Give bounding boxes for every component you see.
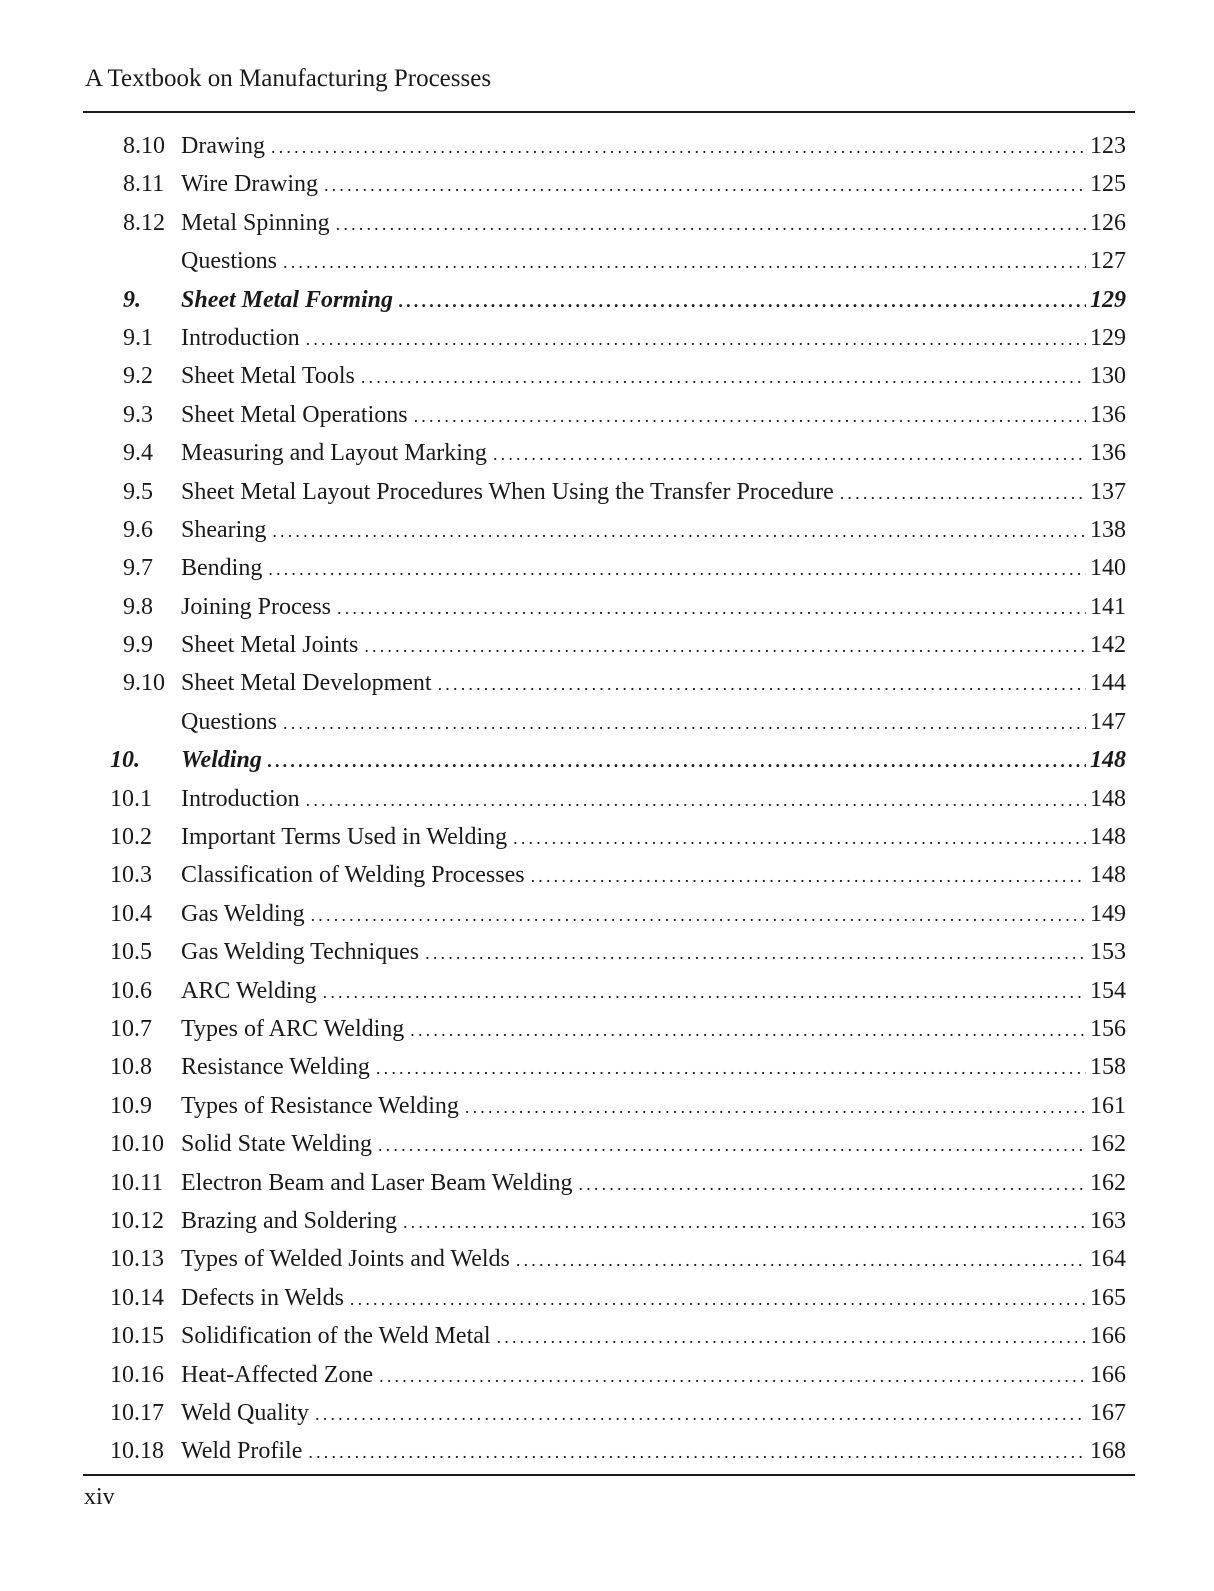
dot-leader xyxy=(268,742,1086,780)
toc-entry-line xyxy=(181,1087,1126,1126)
toc-entry-title: Solidification of the Weld Metal xyxy=(181,1323,491,1350)
toc-entry-page: 149 xyxy=(1090,900,1126,927)
toc-entry-line xyxy=(181,1202,1126,1241)
toc-entry-page: 166 xyxy=(1090,1323,1126,1350)
toc-entry-page: 129 xyxy=(1090,324,1126,351)
header-rule xyxy=(83,111,1135,113)
toc-entry-title: Sheet Metal Joints xyxy=(181,632,359,659)
toc-entry-line xyxy=(181,319,1126,358)
dot-leader xyxy=(379,1357,1086,1395)
toc-entry-title: Introduction xyxy=(181,785,300,812)
toc-entry-page: 165 xyxy=(1090,1284,1126,1311)
toc-entry-page: 148 xyxy=(1090,862,1126,889)
toc-entry-page: 167 xyxy=(1090,1399,1126,1426)
toc-entry-page: 147 xyxy=(1090,708,1126,735)
dot-leader xyxy=(493,435,1086,473)
toc-entry-title: Bending xyxy=(181,555,263,582)
toc-section-entry xyxy=(0,588,1214,626)
toc-entry-line xyxy=(181,1432,1126,1471)
toc-section-entry xyxy=(0,703,1214,741)
toc-entry-title: Heat-Affected Zone xyxy=(181,1361,374,1388)
toc-entry-number: 8.11 xyxy=(123,171,165,198)
dot-leader xyxy=(414,397,1086,435)
toc-entry-number: 9.4 xyxy=(123,440,153,467)
toc-entry-title: Questions xyxy=(181,248,277,275)
toc-entry-title: Welding xyxy=(181,747,262,774)
toc-entry-title: Weld Profile xyxy=(181,1438,303,1465)
toc-entry-page: 136 xyxy=(1090,440,1126,467)
toc-entry-number: 10.13 xyxy=(110,1246,164,1273)
toc-entry-number: 10.8 xyxy=(110,1054,152,1081)
dot-leader xyxy=(497,1318,1086,1356)
toc-entry-page: 137 xyxy=(1090,478,1126,505)
toc-entry-title: Resistance Welding xyxy=(181,1054,370,1081)
toc-entry-line xyxy=(181,434,1126,473)
toc-entry-title: Types of Resistance Welding xyxy=(181,1092,459,1119)
toc-entry-page: 129 xyxy=(1090,286,1126,313)
dot-leader xyxy=(516,1241,1086,1279)
toc-entry-page: 144 xyxy=(1090,670,1126,697)
running-header-title: A Textbook on Manufacturing Processes xyxy=(85,65,492,92)
toc-entry-page: 125 xyxy=(1090,171,1126,198)
toc-entry-number: 10.6 xyxy=(110,977,152,1004)
dot-leader xyxy=(324,166,1086,204)
toc-entry-line xyxy=(181,242,1126,281)
toc-entry-line xyxy=(181,1125,1126,1164)
toc-section-entry xyxy=(0,1048,1214,1086)
toc-entry-number: 9.10 xyxy=(123,670,165,697)
toc-entry-title: Types of Welded Joints and Welds xyxy=(181,1246,510,1273)
toc-entry-number: 9.7 xyxy=(123,555,153,582)
toc-section-entry xyxy=(0,319,1214,357)
toc-entry-line xyxy=(181,127,1126,166)
toc-entry-title: Electron Beam and Laser Beam Welding xyxy=(181,1169,573,1196)
toc-entry-line xyxy=(181,165,1126,204)
toc-entry-title: Joining Process xyxy=(181,593,331,620)
toc-section-entry xyxy=(0,1356,1214,1394)
toc-entry-title: Defects in Welds xyxy=(181,1284,344,1311)
dot-leader xyxy=(311,896,1086,934)
toc-entry-line xyxy=(181,1394,1126,1433)
toc-entry-line xyxy=(181,626,1126,665)
toc-entry-title: ARC Welding xyxy=(181,977,317,1004)
toc-section-entry xyxy=(0,473,1214,511)
dot-leader xyxy=(531,857,1086,895)
toc-entry-title: Wire Drawing xyxy=(181,171,318,198)
toc-entry-title: Weld Quality xyxy=(181,1399,310,1426)
toc-entry-page: 130 xyxy=(1090,363,1126,390)
toc-section-entry xyxy=(0,357,1214,395)
dot-leader xyxy=(315,1395,1086,1433)
toc-entry-page: 136 xyxy=(1090,401,1126,428)
toc-chapter-entry xyxy=(0,741,1214,779)
toc-entry-page: 123 xyxy=(1090,133,1126,159)
toc-entry-page: 138 xyxy=(1090,516,1126,543)
toc-entry-title: Measuring and Layout Marking xyxy=(181,440,487,467)
toc-entry-number: 10. xyxy=(110,747,140,774)
toc-entry-page: 148 xyxy=(1090,785,1126,812)
toc-entry-title: Questions xyxy=(181,708,277,735)
toc-entry-page: 156 xyxy=(1090,1015,1126,1042)
toc-section-entry xyxy=(0,626,1214,664)
dot-leader xyxy=(399,282,1086,320)
toc-entry-number: 9.5 xyxy=(123,478,153,505)
toc-entry-line xyxy=(181,396,1126,435)
toc-entry-line xyxy=(181,1164,1126,1203)
toc-section-entry xyxy=(0,1240,1214,1278)
toc-entry-line xyxy=(181,972,1126,1011)
toc-entry-page: 161 xyxy=(1090,1092,1126,1119)
toc-section-entry xyxy=(0,895,1214,933)
dot-leader xyxy=(323,973,1086,1011)
toc-section-entry xyxy=(0,933,1214,971)
toc-section-entry xyxy=(0,1394,1214,1432)
toc-section-entry xyxy=(0,972,1214,1010)
toc-entry-number: 9.3 xyxy=(123,401,153,428)
toc-entry-line xyxy=(181,780,1126,819)
toc-entry-title: Sheet Metal Operations xyxy=(181,401,408,428)
toc-entry-title: Sheet Metal Forming xyxy=(181,286,394,313)
toc-entry-title: Classification of Welding Processes xyxy=(181,862,525,889)
toc-entry-page: 168 xyxy=(1090,1438,1126,1465)
footer-rule xyxy=(83,1474,1135,1476)
page-number: xiv xyxy=(84,1484,115,1510)
toc-entry-title: Gas Welding Techniques xyxy=(181,939,420,966)
toc-entry-line xyxy=(181,664,1126,703)
dot-leader xyxy=(465,1088,1086,1126)
toc-entry-page: 162 xyxy=(1090,1131,1126,1158)
dot-leader xyxy=(438,665,1086,703)
dot-leader xyxy=(283,243,1086,281)
toc-entry-page: 154 xyxy=(1090,977,1126,1004)
toc-entry-number: 10.11 xyxy=(110,1169,164,1196)
toc-entry-number: 10.3 xyxy=(110,862,152,889)
toc-section-entry xyxy=(0,664,1214,702)
toc-entry-number: 10.4 xyxy=(110,900,152,927)
dot-leader xyxy=(308,1433,1086,1471)
toc-entry-title: Drawing xyxy=(181,133,265,159)
toc-section-entry xyxy=(0,204,1214,242)
toc-entry-number: 10.14 xyxy=(110,1284,164,1311)
dot-leader xyxy=(840,474,1086,512)
toc-section-entry xyxy=(0,1087,1214,1125)
toc-entry-number: 8.12 xyxy=(123,209,165,236)
toc-entry-title: Gas Welding xyxy=(181,900,305,927)
toc-entry-line xyxy=(181,1048,1126,1087)
toc-entry-number: 10.5 xyxy=(110,939,152,966)
dot-leader xyxy=(376,1049,1086,1087)
toc-entry-page: 140 xyxy=(1090,555,1126,582)
toc-entry-line xyxy=(181,895,1126,934)
toc-entry-number: 10.15 xyxy=(110,1323,164,1350)
dot-leader xyxy=(410,1011,1086,1049)
toc-entry-line xyxy=(181,473,1126,512)
toc-entry-line xyxy=(181,818,1126,857)
dot-leader xyxy=(306,781,1086,819)
toc-section-entry xyxy=(0,1279,1214,1317)
toc-entry-title: Solid State Welding xyxy=(181,1131,372,1158)
toc-section-entry xyxy=(0,434,1214,472)
toc-section-entry xyxy=(0,511,1214,549)
toc-entry-title: Sheet Metal Tools xyxy=(181,363,355,390)
toc-entry-number: 9.2 xyxy=(123,363,153,390)
toc-entry-number: 10.10 xyxy=(110,1131,164,1158)
dot-leader xyxy=(271,128,1086,166)
toc-section-entry xyxy=(0,856,1214,894)
toc-entry-line xyxy=(181,1279,1126,1318)
toc-entry-line xyxy=(181,357,1126,396)
toc-section-entry xyxy=(0,1317,1214,1355)
toc-entry-line xyxy=(181,511,1126,550)
toc-entry-line xyxy=(181,933,1126,972)
toc-entry-number: 10.18 xyxy=(110,1438,164,1465)
toc-entry-title: Introduction xyxy=(181,324,300,351)
toc-entry-number: 10.1 xyxy=(110,785,152,812)
toc-section-entry xyxy=(0,242,1214,280)
toc-entry-title: Shearing xyxy=(181,516,267,543)
toc-entry-page: 141 xyxy=(1090,593,1126,620)
toc-entry-line xyxy=(181,741,1126,780)
toc-entry-number: 10.16 xyxy=(110,1361,164,1388)
toc-entry-number: 9.1 xyxy=(123,324,153,351)
toc-entry-number: 10.2 xyxy=(110,824,152,851)
toc-section-entry xyxy=(0,1164,1214,1202)
dot-leader xyxy=(378,1126,1086,1164)
toc-entry-line xyxy=(181,703,1126,742)
toc-entry-number: 8.10 xyxy=(123,133,165,159)
toc-entry-line xyxy=(181,588,1126,627)
toc-entry-line xyxy=(181,1317,1126,1356)
toc-section-entry xyxy=(0,549,1214,587)
toc-entry-line xyxy=(181,1010,1126,1049)
toc-section-entry xyxy=(0,1202,1214,1240)
toc-entry-title: Sheet Metal Layout Procedures When Using the Transfer Procedure xyxy=(181,478,834,505)
dot-leader xyxy=(337,589,1086,627)
toc-entry-title: Types of ARC Welding xyxy=(181,1015,405,1042)
toc-section-entry xyxy=(0,396,1214,434)
toc-entry-page: 127 xyxy=(1090,248,1126,275)
dot-leader xyxy=(283,704,1086,742)
toc-entry-page: 166 xyxy=(1090,1361,1126,1388)
toc-entry-title: Sheet Metal Development xyxy=(181,670,432,697)
dot-leader xyxy=(272,512,1086,550)
toc-entry-line xyxy=(181,281,1126,320)
toc-entry-page: 164 xyxy=(1090,1246,1126,1273)
toc-entry-number: 9. xyxy=(123,286,141,313)
dot-leader xyxy=(350,1280,1086,1318)
toc-entry-page: 163 xyxy=(1090,1207,1126,1234)
toc-entry-number: 10.12 xyxy=(110,1207,164,1234)
toc-entry-title: Important Terms Used in Welding xyxy=(181,824,508,851)
toc-section-entry xyxy=(0,818,1214,856)
toc-section-entry xyxy=(0,1125,1214,1163)
toc-section-entry xyxy=(0,1432,1214,1470)
toc-entry-line xyxy=(181,549,1126,588)
dot-leader xyxy=(364,627,1086,665)
toc-entry-line xyxy=(181,856,1126,895)
toc-entry-number: 10.9 xyxy=(110,1092,152,1119)
toc-entry-page: 162 xyxy=(1090,1169,1126,1196)
toc-section-entry xyxy=(0,127,1214,165)
toc-entry-page: 153 xyxy=(1090,939,1126,966)
dot-leader xyxy=(579,1165,1087,1203)
dot-leader xyxy=(425,934,1086,972)
dot-leader xyxy=(268,550,1086,588)
dot-leader xyxy=(361,358,1086,396)
toc-entry-number: 10.7 xyxy=(110,1015,152,1042)
dot-leader xyxy=(403,1203,1086,1241)
toc-section-entry xyxy=(0,780,1214,818)
toc-entry-number: 9.8 xyxy=(123,593,153,620)
table-of-contents xyxy=(0,127,1214,1471)
dot-leader xyxy=(513,819,1086,857)
toc-entry-page: 148 xyxy=(1090,824,1126,851)
toc-entry-number: 10.17 xyxy=(110,1399,164,1426)
toc-section-entry xyxy=(0,165,1214,203)
toc-entry-line xyxy=(181,1356,1126,1395)
toc-entry-number: 9.6 xyxy=(123,516,153,543)
toc-chapter-entry xyxy=(0,281,1214,319)
dot-leader xyxy=(306,320,1086,358)
toc-entry-page: 148 xyxy=(1090,747,1126,774)
toc-entry-title: Brazing and Soldering xyxy=(181,1207,397,1234)
toc-entry-number: 9.9 xyxy=(123,632,153,659)
toc-entry-page: 142 xyxy=(1090,632,1126,659)
toc-entry-line xyxy=(181,1240,1126,1279)
toc-entry-line xyxy=(181,204,1126,243)
toc-entry-page: 158 xyxy=(1090,1054,1126,1081)
dot-leader xyxy=(336,205,1086,243)
toc-entry-page: 126 xyxy=(1090,209,1126,236)
toc-section-entry xyxy=(0,1010,1214,1048)
toc-entry-title: Metal Spinning xyxy=(181,209,330,236)
